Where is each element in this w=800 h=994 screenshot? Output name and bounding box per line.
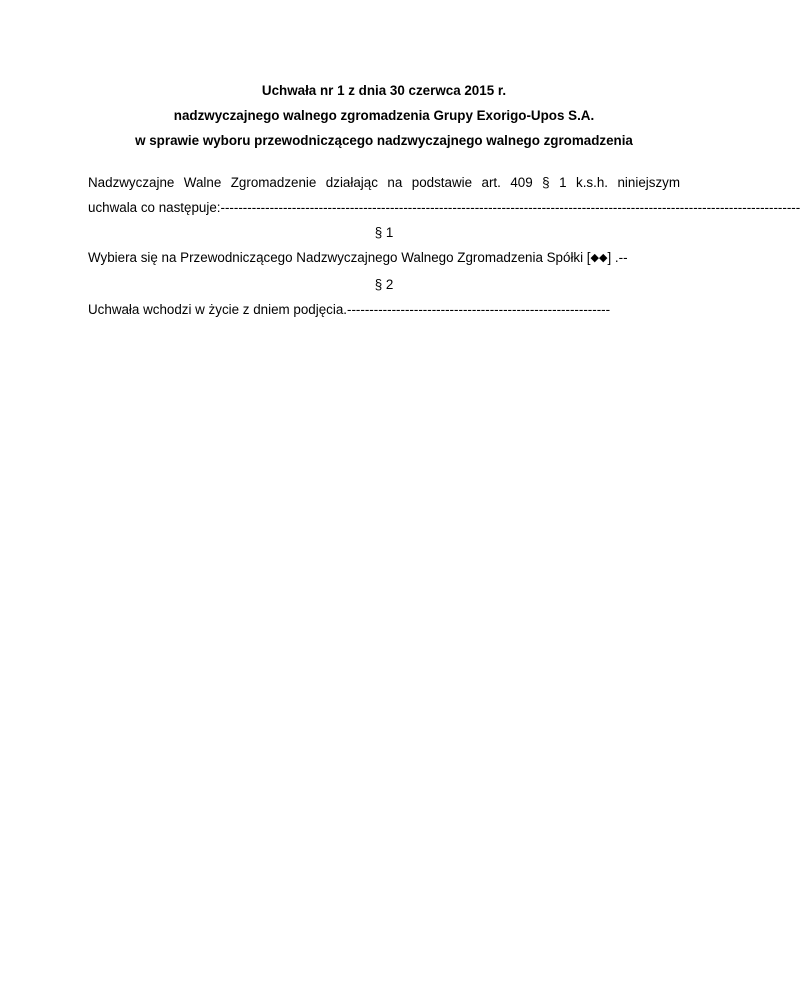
resolution-title: Uchwała nr 1 z dnia 30 czerwca 2015 r.: [261, 83, 507, 98]
intro-line-2-text: uchwala co następuje:: [88, 200, 221, 215]
section-1-text-line: [88, 245, 680, 272]
section-1-title: § 1: [374, 225, 394, 240]
intro-line-2-dashes: ----------------------------------------------------------------------------------------------------------------------------------: [220, 200, 800, 215]
section-2-title: § 2: [374, 277, 394, 292]
placeholder-diamonds-icon: ◆◆: [590, 252, 608, 264]
section-2-dashes: -----------------------------------------------------------: [347, 302, 611, 317]
resolution-body: [88, 170, 800, 322]
section-1-text: Wybiera się na Przewodniczącego Nadzwyczajnego Walnego Zgromadzenia Spółki [: [88, 250, 591, 265]
section-2-text: Uchwała wchodzi w życie z dniem podjęcia.: [88, 302, 347, 317]
intro-line-2: [88, 195, 800, 220]
resolution-body-name: nadzwyczajnego walnego zgromadzenia Grupy Exorigo-Upos S.A.: [173, 108, 595, 123]
resolution-header: [88, 78, 680, 153]
intro-line-1: Nadzwyczajne Walne Zgromadzenie działając na podstawie art. 409 § 1 k.s.h. niniejszym: [88, 175, 680, 190]
section-2-line: [88, 297, 680, 322]
resolution-subject: w sprawie wyboru przewodniczącego nadzwyczajnego walnego zgromadzenia: [135, 133, 633, 148]
section-1-tail: ] .--: [607, 250, 628, 265]
